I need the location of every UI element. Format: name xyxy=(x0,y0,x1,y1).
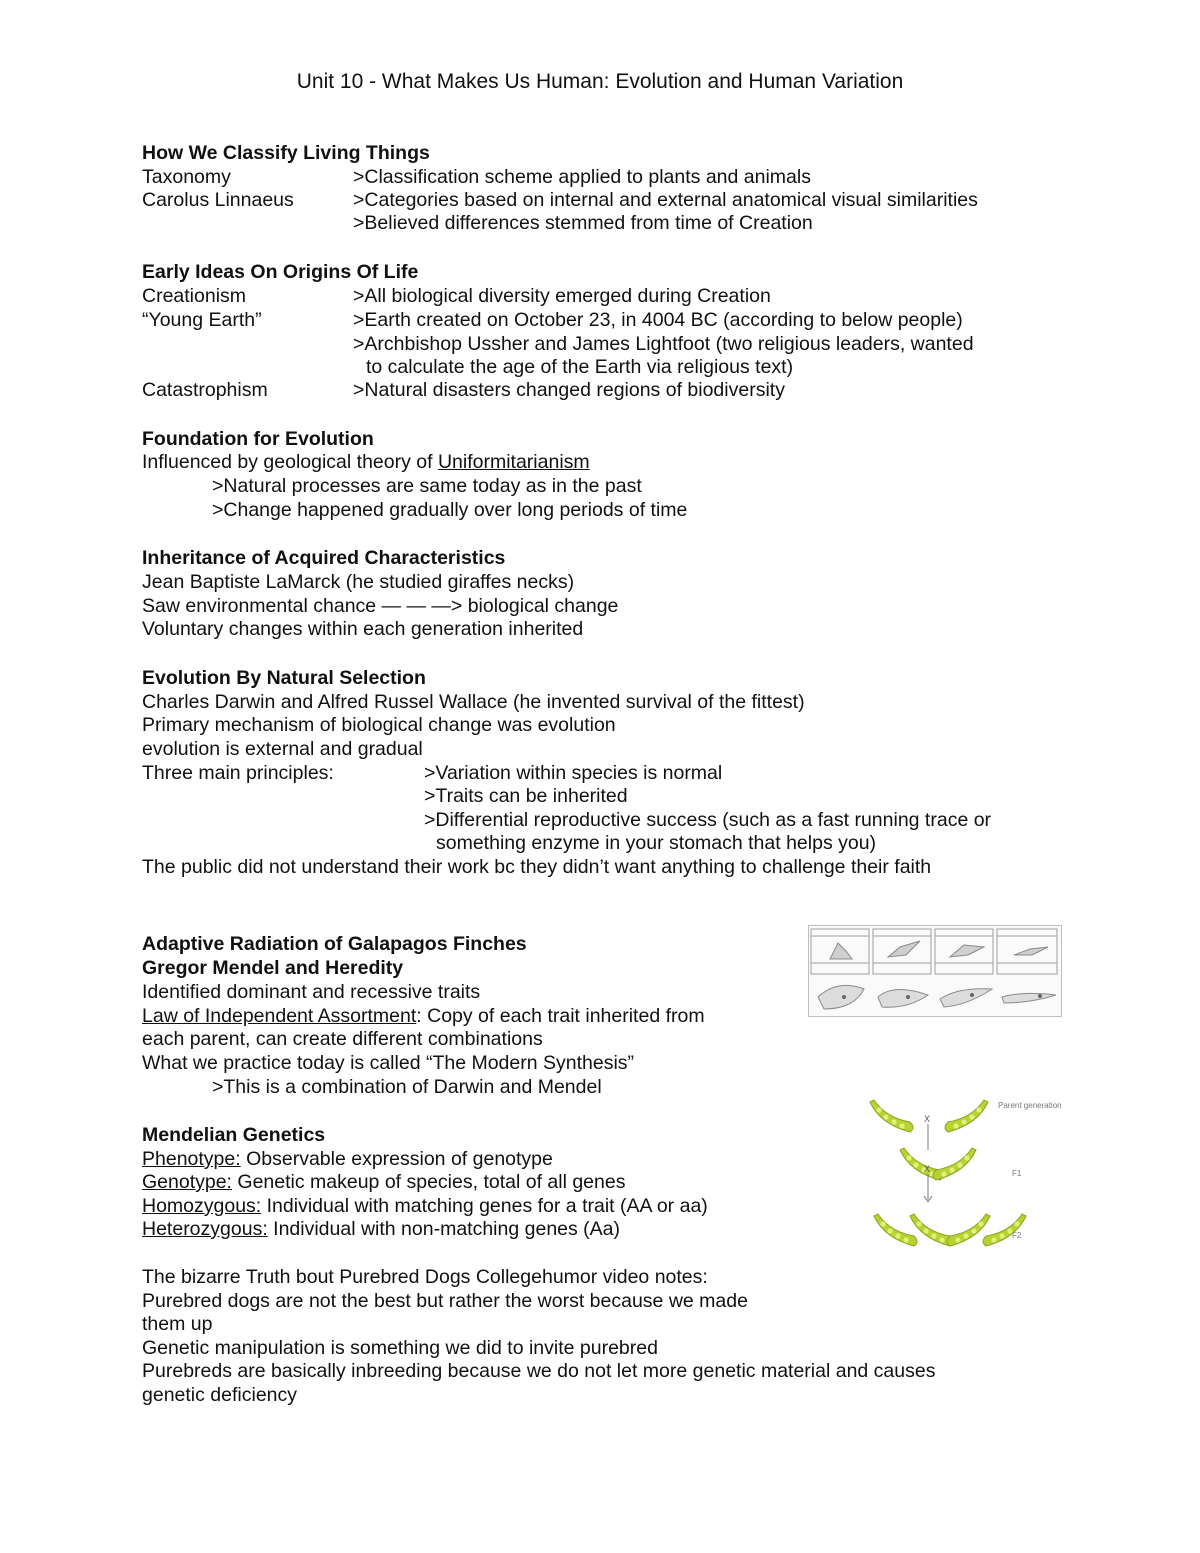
law-independent-assortment-def: : Copy of each trait inherited from xyxy=(416,1005,705,1027)
principle-2: >Traits can be inherited xyxy=(424,785,628,807)
section-heading-classify: How We Classify Living Things xyxy=(142,142,430,164)
def-young-earth-1: >Earth created on October 23, in 4004 BC (according to below people) xyxy=(353,309,963,331)
pea-pod-drawing xyxy=(860,1090,1062,1260)
def-taxonomy: >Classification scheme applied to plants and animals xyxy=(353,166,811,188)
video-line-2: Purebred dogs are not the best but rather the worst because we made xyxy=(142,1290,748,1312)
section-heading-inheritance: Inheritance of Acquired Characteristics xyxy=(142,547,506,569)
cross-symbol-2: X xyxy=(924,1164,931,1174)
def-linnaeus-2: >Believed differences stemmed from time of Creation xyxy=(353,212,813,234)
mendel-line-1: Identified dominant and recessive traits xyxy=(142,981,481,1003)
pea-pod-figure xyxy=(860,1090,1062,1260)
video-line-1: The bizarre Truth bout Purebred Dogs Collegehumor video notes: xyxy=(142,1266,708,1288)
video-line-5: Purebreds are basically inbreeding because we do not let more genetic material and causes xyxy=(142,1360,936,1382)
homozygous-line xyxy=(142,1195,708,1218)
page-title: Unit 10 - What Makes Us Human: Evolution and Human Variation xyxy=(296,70,904,93)
mendel-law-line xyxy=(142,1005,705,1028)
cross-symbol-1: X xyxy=(924,1114,931,1124)
heterozygous-term: Heterozygous: xyxy=(142,1218,268,1240)
mendel-line-3: each parent, can create different combinations xyxy=(142,1028,543,1050)
natural-selection-line-3: evolution is external and gradual xyxy=(142,738,423,760)
section-heading-foundation: Foundation for Evolution xyxy=(142,428,374,450)
heterozygous-def: Individual with non-matching genes (Aa) xyxy=(267,1218,621,1240)
uniformitarianism-term: Uniformitarianism xyxy=(437,451,590,473)
section-heading-finches: Adaptive Radiation of Galapagos Finches xyxy=(142,933,527,955)
def-catastrophism: >Natural disasters changed regions of biodiversity xyxy=(353,379,785,401)
heterozygous-line xyxy=(142,1218,620,1241)
def-linnaeus-1: >Categories based on internal and external anatomical visual similarities xyxy=(353,189,978,211)
f2-label: F2 xyxy=(1012,1231,1022,1240)
homozygous-def: Individual with matching genes for a trait (AA or aa) xyxy=(261,1195,708,1217)
principle-3a: >Differential reproductive success (such as a fast running trace or xyxy=(424,809,992,831)
foundation-line-1 xyxy=(142,451,590,474)
principle-1: >Variation within species is normal xyxy=(424,762,723,784)
inheritance-line-3: Voluntary changes within each generation inherited xyxy=(142,618,584,640)
natural-selection-line-1: Charles Darwin and Alfred Russel Wallace (he invented survival of the fittest) xyxy=(142,691,805,713)
phenotype-def: Observable expression of genotype xyxy=(240,1148,553,1170)
section-heading-origins: Early Ideas On Origins Of Life xyxy=(142,261,419,283)
def-young-earth-3: to calculate the age of the Earth via religious text) xyxy=(366,356,794,378)
video-line-4: Genetic manipulation is something we did to invite purebred xyxy=(142,1337,658,1359)
video-line-3: them up xyxy=(142,1313,213,1335)
mendel-line-4: What we practice today is called “The Modern Synthesis” xyxy=(142,1052,635,1074)
term-creationism: Creationism xyxy=(142,285,247,307)
inheritance-line-2: Saw environmental chance — — —> biological change xyxy=(142,595,619,617)
natural-selection-line-2: Primary mechanism of biological change was evolution xyxy=(142,714,616,736)
term-taxonomy: Taxonomy xyxy=(142,166,231,188)
principles-label: Three main principles: xyxy=(142,762,334,784)
homozygous-term: Homozygous: xyxy=(142,1195,262,1217)
genotype-def: Genetic makeup of species, total of all genes xyxy=(231,1171,626,1193)
term-catastrophism: Catastrophism xyxy=(142,379,268,401)
foundation-line-1-text: Influenced by geological theory of xyxy=(142,451,438,473)
def-creationism: >All biological diversity emerged during Creation xyxy=(353,285,771,307)
inheritance-line-1: Jean Baptiste LaMarck (he studied giraffes necks) xyxy=(142,571,575,593)
section-heading-genetics: Mendelian Genetics xyxy=(142,1124,326,1146)
def-young-earth-2: >Archbishop Ussher and James Lightfoot (two religious leaders, wanted xyxy=(353,333,974,355)
foundation-bullet-1: >Natural processes are same today as in the past xyxy=(212,475,642,497)
phenotype-line xyxy=(142,1148,553,1171)
finch-beak-drawing xyxy=(808,925,1062,1017)
parent-generation-label: Parent generation xyxy=(998,1101,1062,1110)
natural-selection-line-4: The public did not understand their work bc they didn’t want anything to challenge their faith xyxy=(142,856,932,878)
principle-3b: something enzyme in your stomach that helps you) xyxy=(436,832,877,854)
term-linnaeus: Carolus Linnaeus xyxy=(142,189,294,211)
section-heading-mendel: Gregor Mendel and Heredity xyxy=(142,957,404,979)
section-heading-natural-selection: Evolution By Natural Selection xyxy=(142,667,426,689)
finch-beak-figure xyxy=(808,925,1062,1017)
term-young-earth: “Young Earth” xyxy=(142,309,262,331)
foundation-bullet-2: >Change happened gradually over long periods of time xyxy=(212,499,688,521)
law-independent-assortment-term: Law of Independent Assortment xyxy=(142,1005,417,1027)
mendel-line-5: >This is a combination of Darwin and Mendel xyxy=(212,1076,602,1098)
genotype-line xyxy=(142,1171,625,1194)
phenotype-term: Phenotype: xyxy=(142,1148,241,1170)
genotype-term: Genotype: xyxy=(142,1171,232,1193)
video-line-6: genetic deficiency xyxy=(142,1384,298,1406)
f1-label: F1 xyxy=(1012,1169,1022,1178)
